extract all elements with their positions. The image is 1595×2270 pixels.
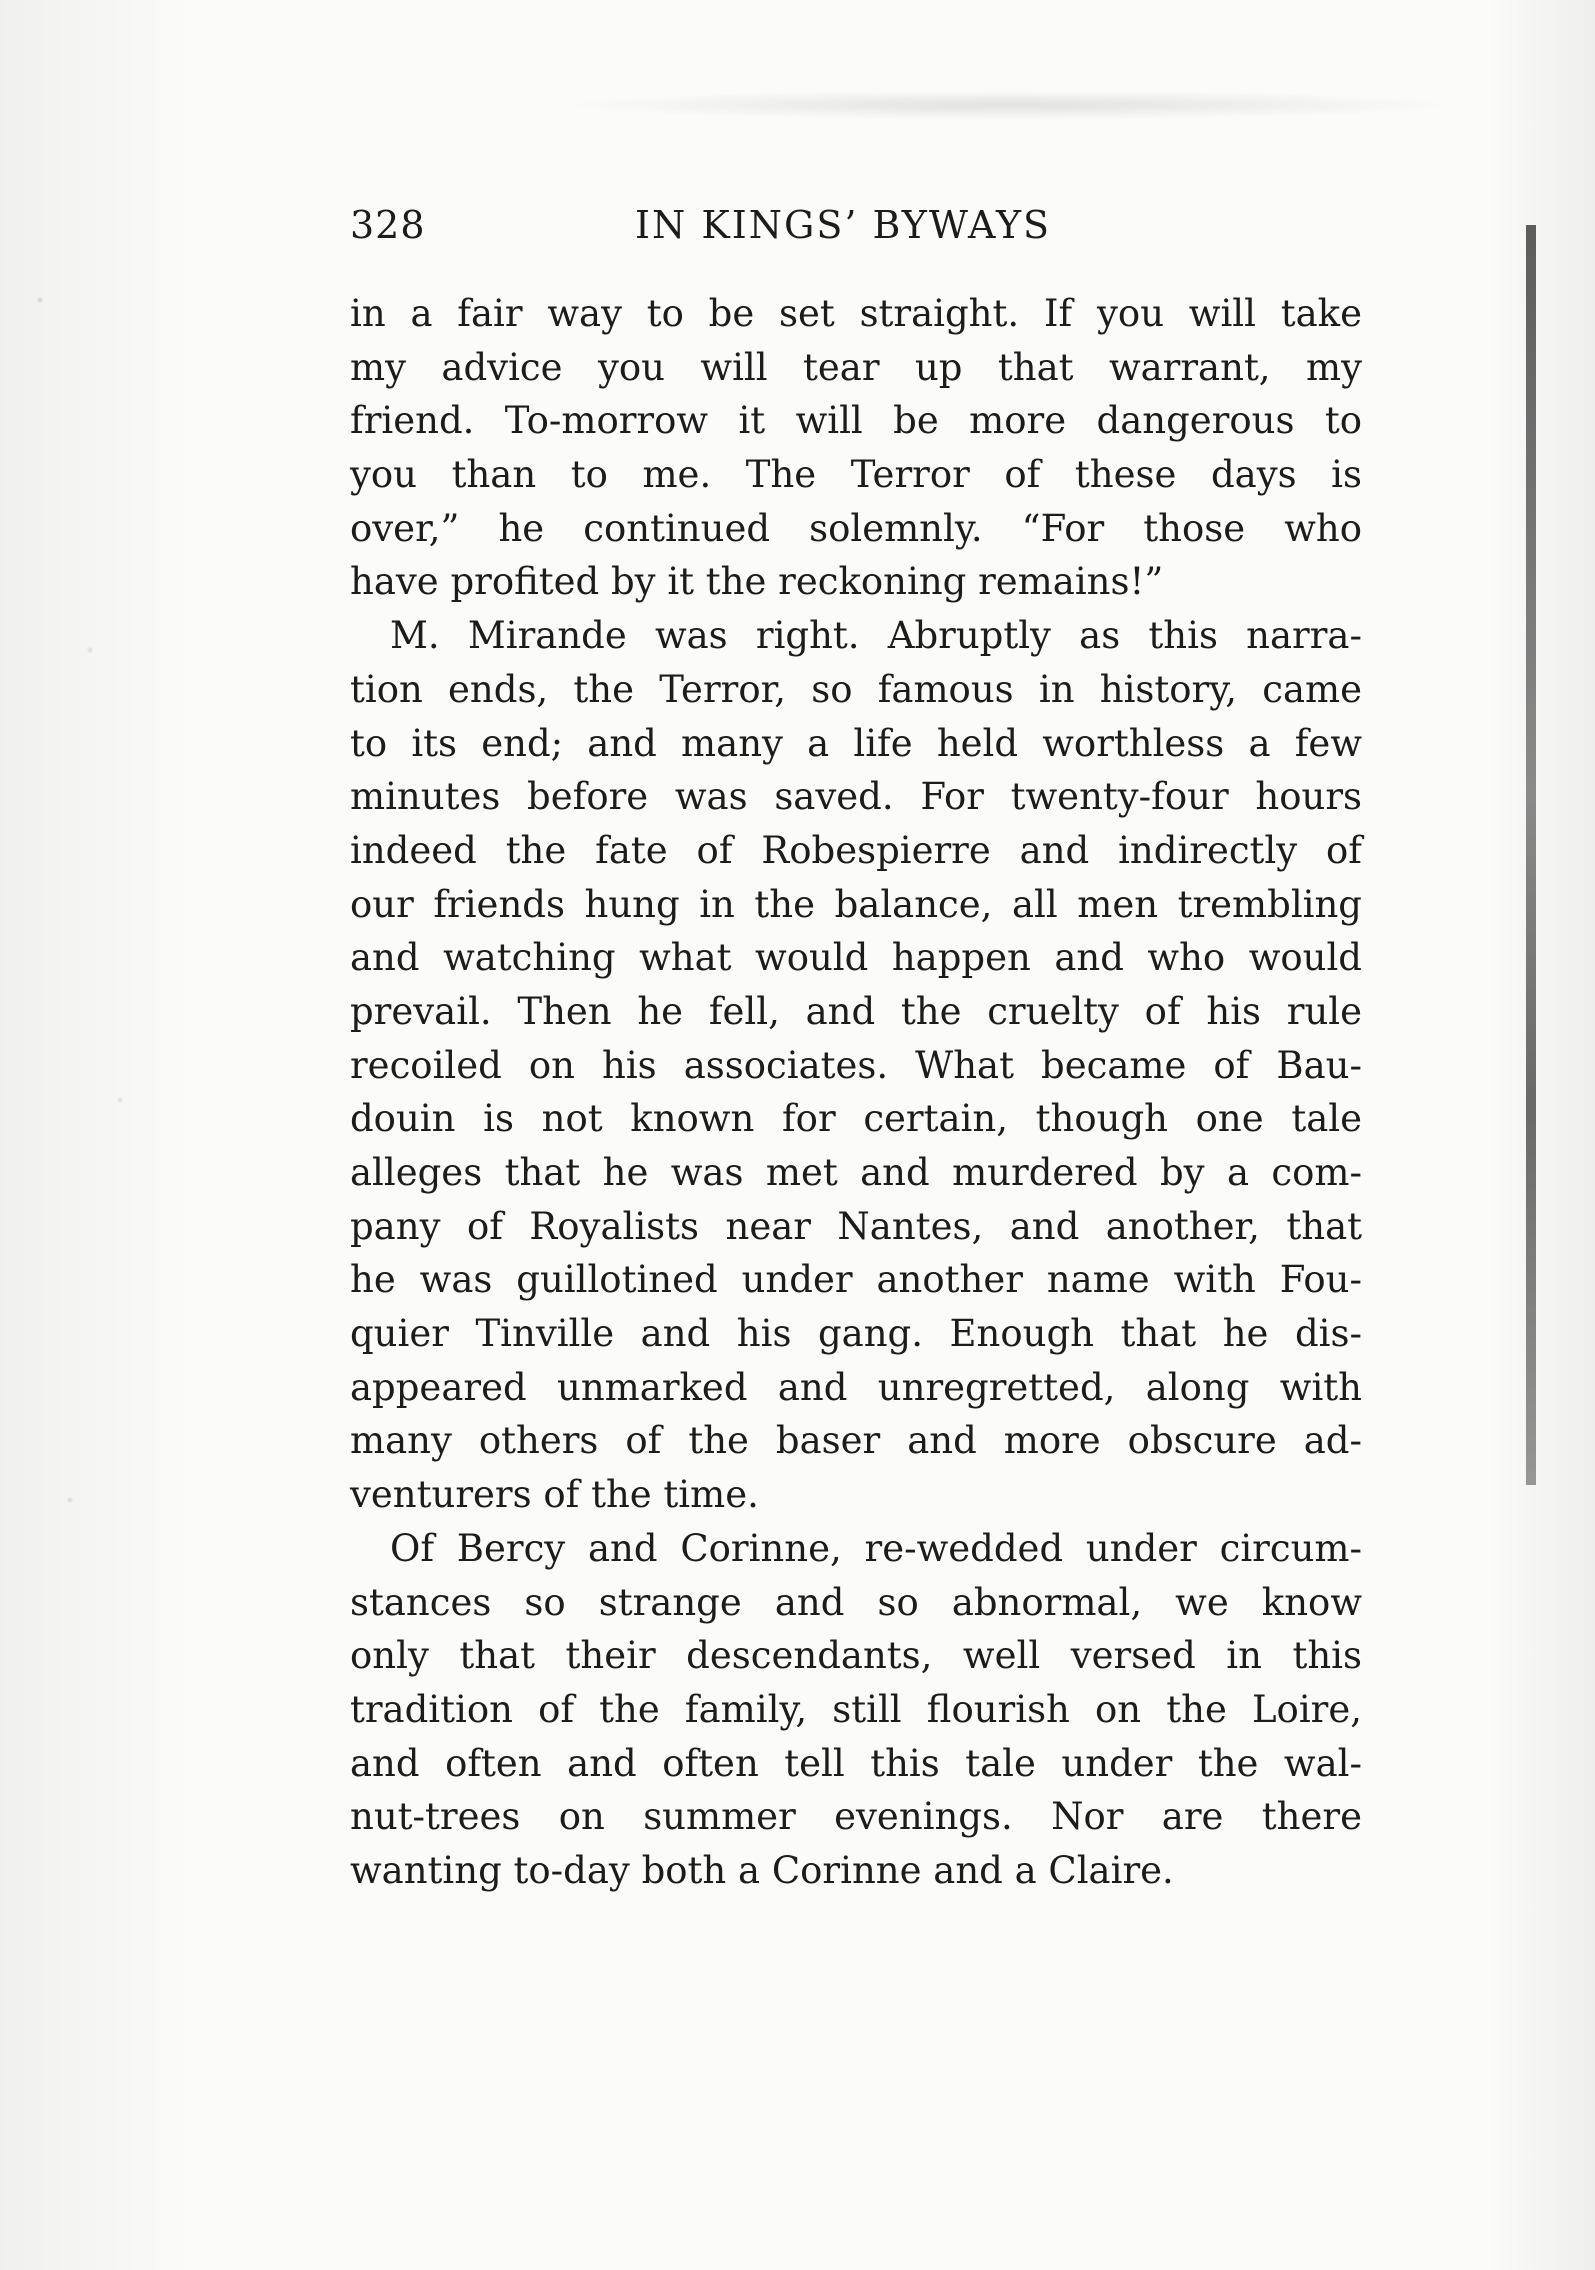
text-line: recoiled on his associates. What became of Bau-: [350, 1043, 1362, 1087]
text-line: M. Mirande was right. Abruptly as this narra-: [390, 614, 1362, 658]
page-header: [350, 203, 1360, 263]
text-line: have profited by it the reckoning remains!”: [350, 560, 1164, 604]
text-line: stances so strange and so abnormal, we know: [350, 1580, 1362, 1624]
text-line: friend. To-morrow it will be more dangerous to: [350, 399, 1362, 443]
text-line: quier Tinville and his gang. Enough that he dis-: [350, 1312, 1362, 1356]
text-line: tradition of the family, still flourish on the Loire,: [350, 1687, 1362, 1731]
text-line: you than to me. The Terror of these days is: [350, 453, 1362, 497]
text-line: many others of the baser and more obscure ad-: [350, 1419, 1362, 1463]
scan-noise-top: [560, 90, 1460, 120]
text-line: and often and often tell this tale under the wal-: [350, 1741, 1362, 1785]
text-line: prevail. Then he fell, and the cruelty of his rule: [350, 989, 1362, 1033]
text-line: he was guillotined under another name with Fou-: [350, 1258, 1362, 1302]
text-line: only that their descendants, well versed in this: [350, 1634, 1362, 1678]
text-line: minutes before was saved. For twenty-four hours: [350, 775, 1362, 819]
text-line: appeared unmarked and unregretted, along with: [350, 1365, 1362, 1409]
text-line: venturers of the time.: [350, 1473, 759, 1517]
text-line: my advice you will tear up that warrant, my: [350, 345, 1362, 389]
text-line: tion ends, the Terror, so famous in history, came: [350, 667, 1362, 711]
text-line: Of Bercy and Corinne, re-wedded under circum-: [390, 1526, 1362, 1570]
paragraph-1: [350, 287, 1362, 609]
text-line: douin is not known for certain, though one tale: [350, 1097, 1362, 1141]
text-line: indeed the fate of Robespierre and indirectly of: [350, 828, 1362, 872]
text-line: pany of Royalists near Nantes, and another, that: [350, 1204, 1362, 1248]
text-line: over,” he continued solemnly. “For those who: [350, 506, 1362, 550]
paragraph-3: [350, 1522, 1362, 1898]
text-line: nut-trees on summer evenings. Nor are there: [350, 1795, 1362, 1839]
text-line: alleges that he was met and murdered by a com-: [350, 1151, 1362, 1194]
text-line: in a fair way to be set straight. If you will take: [350, 292, 1362, 335]
scan-edge-left: [0, 0, 200, 2270]
binding-shadow: [1526, 225, 1536, 1485]
paragraph-2: [350, 609, 1362, 1522]
scan-edge-right: [1485, 0, 1595, 2270]
body-text: [350, 287, 1362, 1898]
page-number: 328: [350, 203, 426, 247]
running-title: IN KINGS’ BYWAYS: [635, 203, 1052, 247]
text-line: wanting to-day both a Corinne and a Claire.: [350, 1848, 1174, 1892]
text-line: our friends hung in the balance, all men trembling: [350, 882, 1362, 926]
text-line: to its end; and many a life held worthless a few: [350, 721, 1362, 765]
text-line: and watching what would happen and who would: [350, 936, 1362, 980]
